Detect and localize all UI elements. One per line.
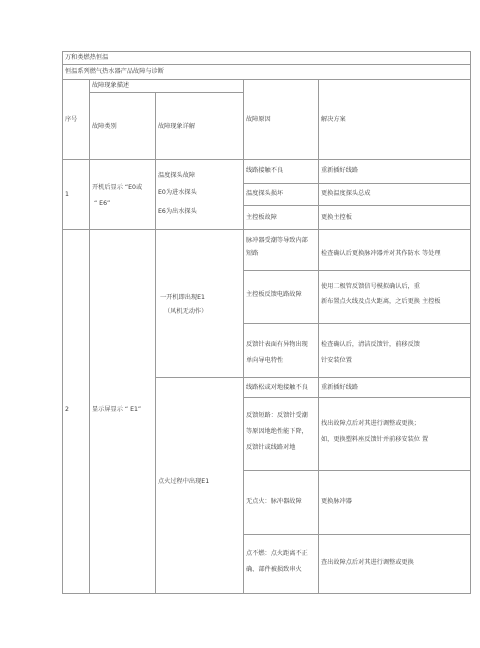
- row2-cause-line: 无点火：脉冲器故障: [246, 498, 302, 505]
- row2-detail-b: 点火过程中出现E1: [158, 478, 210, 485]
- row2-solution-line: 如，更换塑料座反馈针并前移安装位 置: [321, 436, 429, 443]
- row1-cause: 主控板故障: [246, 214, 277, 221]
- row2-solution-line: 找出故障点后对其进行调整或更换；: [321, 420, 420, 427]
- row1-solution: 更换温度探头总成: [321, 190, 371, 197]
- header-detail: 故障现象详解: [158, 123, 196, 130]
- row1-solution: 更换主控板: [321, 214, 352, 221]
- header-cause: 故障原因: [246, 116, 271, 123]
- row2-cause-line: 反馈针表面有异物出现: [246, 341, 308, 348]
- row2-detail-a-line: 一开机即出现E1: [160, 294, 205, 301]
- header-solution: 解决方案: [321, 116, 346, 123]
- row2-cause-line: 确、部件被损致串火: [246, 566, 302, 573]
- row2-solution-line: 查出故障点后对其进行调整或更换: [321, 559, 414, 566]
- document-subtitle: 恒温系列燃气热水器产品故障与诊断: [65, 68, 164, 75]
- row2-cause-line: 等原因地绝性能下降，: [246, 428, 308, 435]
- row2-solution-line: 更换脉冲器: [321, 498, 352, 505]
- row2-cause-line: 单向导电特性: [246, 357, 284, 364]
- row1-solution: 重新插好线路: [321, 167, 359, 174]
- row2-solution-line: 针安装位置: [321, 357, 352, 364]
- row2-cause-line: 主控板反馈电路故障: [246, 291, 302, 298]
- row1-category-line: “ E6”: [94, 200, 111, 207]
- row2-solution-line: 新布置点火线及点火距离，之后更换 主控板: [321, 298, 441, 305]
- row1-detail-line: E0为进水探头: [158, 189, 197, 196]
- row1-detail-line: 温度探头故障: [158, 172, 196, 179]
- row2-cause-line: 脉冲器受潮等导致内部: [246, 237, 308, 244]
- row1-detail-line: E6为出水探头: [158, 208, 197, 215]
- header-seq: 序号: [65, 116, 78, 123]
- document-title: 万和类燃热恒温: [65, 54, 109, 61]
- row1-cause: 线路接触不良: [246, 167, 284, 174]
- row1-cause: 温度探头损坏: [246, 190, 284, 197]
- header-desc-group: 故障现象描述: [92, 82, 130, 89]
- row1-category-line: 开机后显示 “E0或: [92, 184, 143, 191]
- row2-solution-line: 使用二极管反馈信号模拟确认后，重: [321, 283, 420, 290]
- row2-cause-line: 短路: [246, 250, 259, 257]
- row2-cause-line: 反馈针或线路对地: [246, 444, 296, 451]
- row2-category: 显示屏显示 “ E1”: [92, 406, 142, 413]
- header-category: 故障类别: [92, 123, 117, 130]
- row2-solution-line: 检查确认后，清洁反馈针，前移反馈: [321, 341, 420, 348]
- row2-detail-a-line: （风机无动作）: [164, 308, 208, 315]
- row2-cause-line: 线路松或对地接触不良: [246, 384, 308, 391]
- row1-seq: 1: [65, 191, 69, 198]
- row2-solution-line: 检查确认后更换脉冲器并对其作防水 等处理: [321, 250, 441, 257]
- row2-solution-line: 重新插好线路: [321, 384, 359, 391]
- row2-cause-line: 点不燃：点火距离不正: [246, 550, 308, 557]
- row2-seq: 2: [65, 406, 69, 413]
- row2-cause-line: 反馈短路：反馈针受潮: [246, 412, 308, 419]
